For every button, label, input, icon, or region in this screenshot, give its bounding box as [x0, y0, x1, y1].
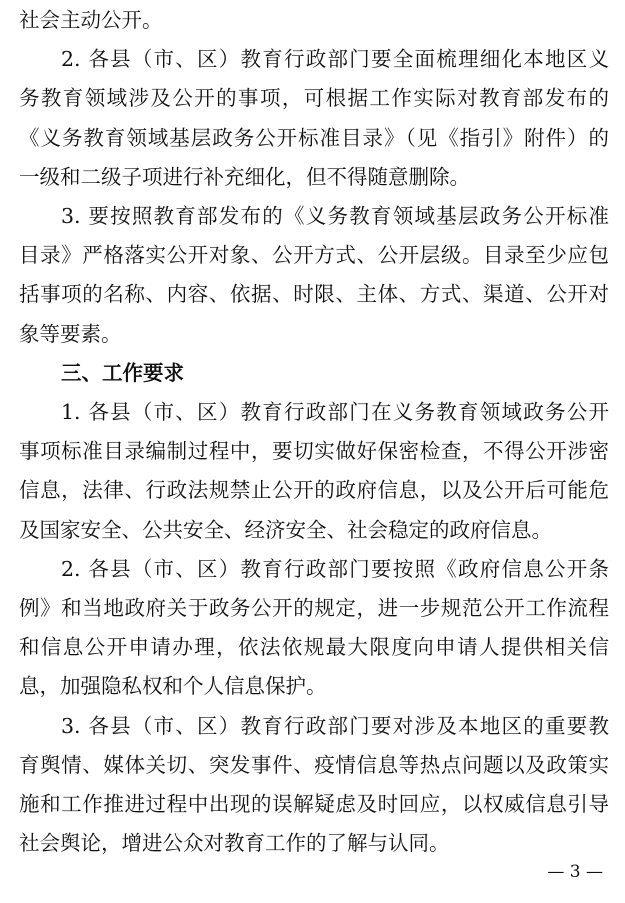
section-heading: 三、工作要求	[61, 360, 184, 385]
page-number: — 3 —	[547, 862, 603, 882]
text-line: 社会舆论，增进公众对教育工作的了解与认同。	[19, 831, 450, 856]
text-line: 和信息公开申请办理，依法依规最大限度向申请人提供相关信	[19, 635, 609, 660]
text-line: 例》和当地政府关于政务公开的规定，进一步规范公开工作流程	[19, 596, 609, 620]
text-line: 社会主动公开。	[19, 8, 163, 32]
text-line: 3. 各县（市、区）教育行政部门要对涉及本地区的重要教	[61, 713, 609, 738]
text-line: 象等要素。	[19, 321, 122, 346]
text-line: 信息，法律、行政法规禁止公开的政府信息，以及公开后可能危	[19, 478, 609, 503]
text-line: 2. 各县（市、区）教育行政部门要全面梳理细化本地区义	[61, 47, 609, 72]
text-line: 务教育领域涉及公开的事项，可根据工作实际对教育部发布的	[19, 86, 609, 111]
text-line: 目录》严格落实公开对象、公开方式、公开层级。目录至少应包	[19, 243, 609, 268]
text-line: 1. 各县（市、区）教育行政部门在义务教育领域政务公开	[61, 400, 609, 424]
text-line: 《义务教育领域基层政务公开标准目录》（见《指引》附件）的	[19, 125, 609, 150]
text-line: 育舆情、媒体关切、突发事件、疫情信息等热点问题以及政策实	[19, 752, 609, 777]
text-line: 事项标准目录编制过程中，要切实做好保密检查，不得公开涉密	[19, 439, 609, 464]
text-line: 息，加强隐私权和个人信息保护。	[19, 674, 327, 699]
text-line: 括事项的名称、内容、依据、时限、主体、方式、渠道、公开对	[19, 282, 609, 307]
text-line: 及国家安全、公共安全、经济安全、社会稳定的政府信息。	[19, 517, 552, 542]
text-line: 一级和二级子项进行补充细化，但不得随意删除。	[19, 164, 470, 189]
text-line: 2. 各县（市、区）教育行政部门要按照《政府信息公开条	[61, 556, 609, 581]
text-line: 3. 要按照教育部发布的《义务教育领域基层政务公开标准	[61, 204, 609, 228]
text-line: 施和工作推进过程中出现的误解疑虑及时回应，以权威信息引导	[19, 792, 609, 816]
